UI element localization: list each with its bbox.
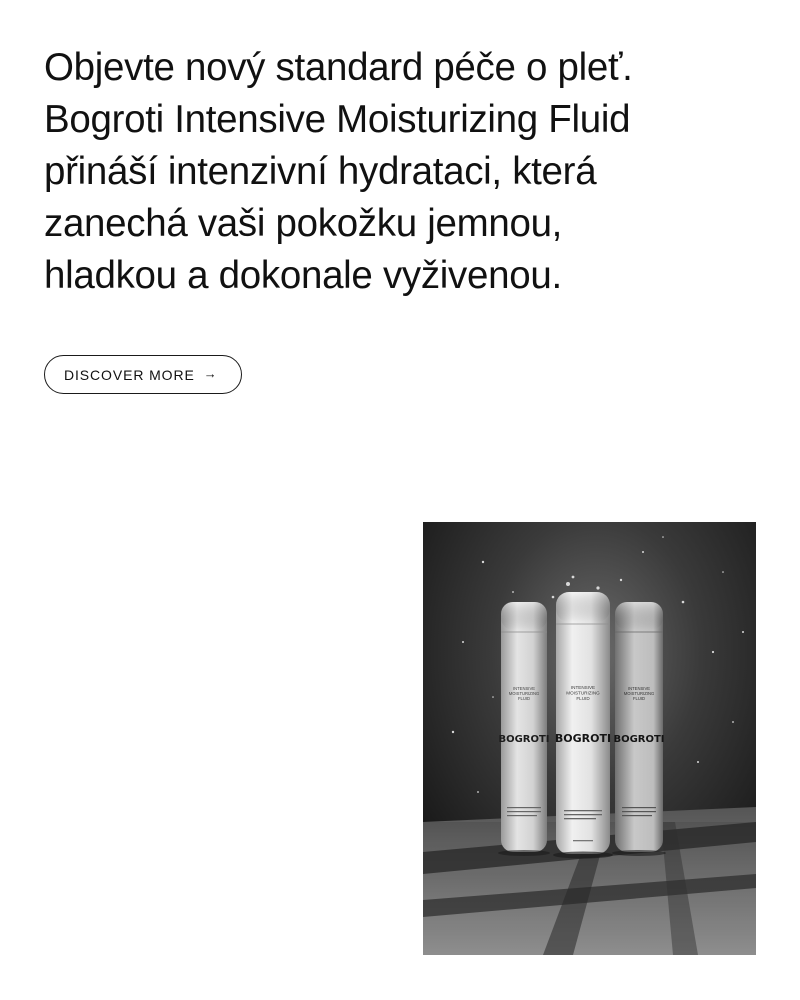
- intro-text: [44, 42, 764, 302]
- discover-more-button[interactable]: [44, 355, 242, 394]
- svg-text:FLUID: FLUID: [517, 696, 531, 701]
- svg-text:BOGROTI: BOGROTI: [554, 732, 612, 745]
- intro-line-4: zanechá vaši pokožku jemnou,: [44, 202, 563, 245]
- intro-line-2: Bogroti Intensive Moisturizing Fluid: [44, 98, 631, 141]
- svg-text:MOISTURIZING: MOISTURIZING: [508, 691, 540, 696]
- svg-text:FLUID: FLUID: [576, 696, 590, 701]
- discover-more-label: DISCOVER MORE: [64, 366, 195, 383]
- svg-text:MOISTURIZING: MOISTURIZING: [566, 690, 600, 696]
- svg-text:BOGROTI: BOGROTI: [613, 734, 665, 745]
- arrow-right-icon: →: [203, 366, 218, 381]
- svg-text:FLUID: FLUID: [632, 696, 646, 701]
- intro-line-3: přináší intenzivní hydrataci, která: [44, 150, 597, 193]
- svg-text:INTENSIVE: INTENSIVE: [570, 685, 596, 690]
- svg-text:BOGROTI: BOGROTI: [498, 734, 550, 745]
- svg-text:MOISTURIZING: MOISTURIZING: [623, 691, 655, 696]
- svg-text:INTENSIVE: INTENSIVE: [512, 686, 536, 691]
- intro-line-5: hladkou a dokonale vyživenou.: [44, 254, 562, 297]
- svg-text:INTENSIVE: INTENSIVE: [627, 686, 651, 691]
- intro-line-1: Objevte nový standard péče o pleť.: [44, 46, 633, 89]
- product-photo: [423, 522, 756, 955]
